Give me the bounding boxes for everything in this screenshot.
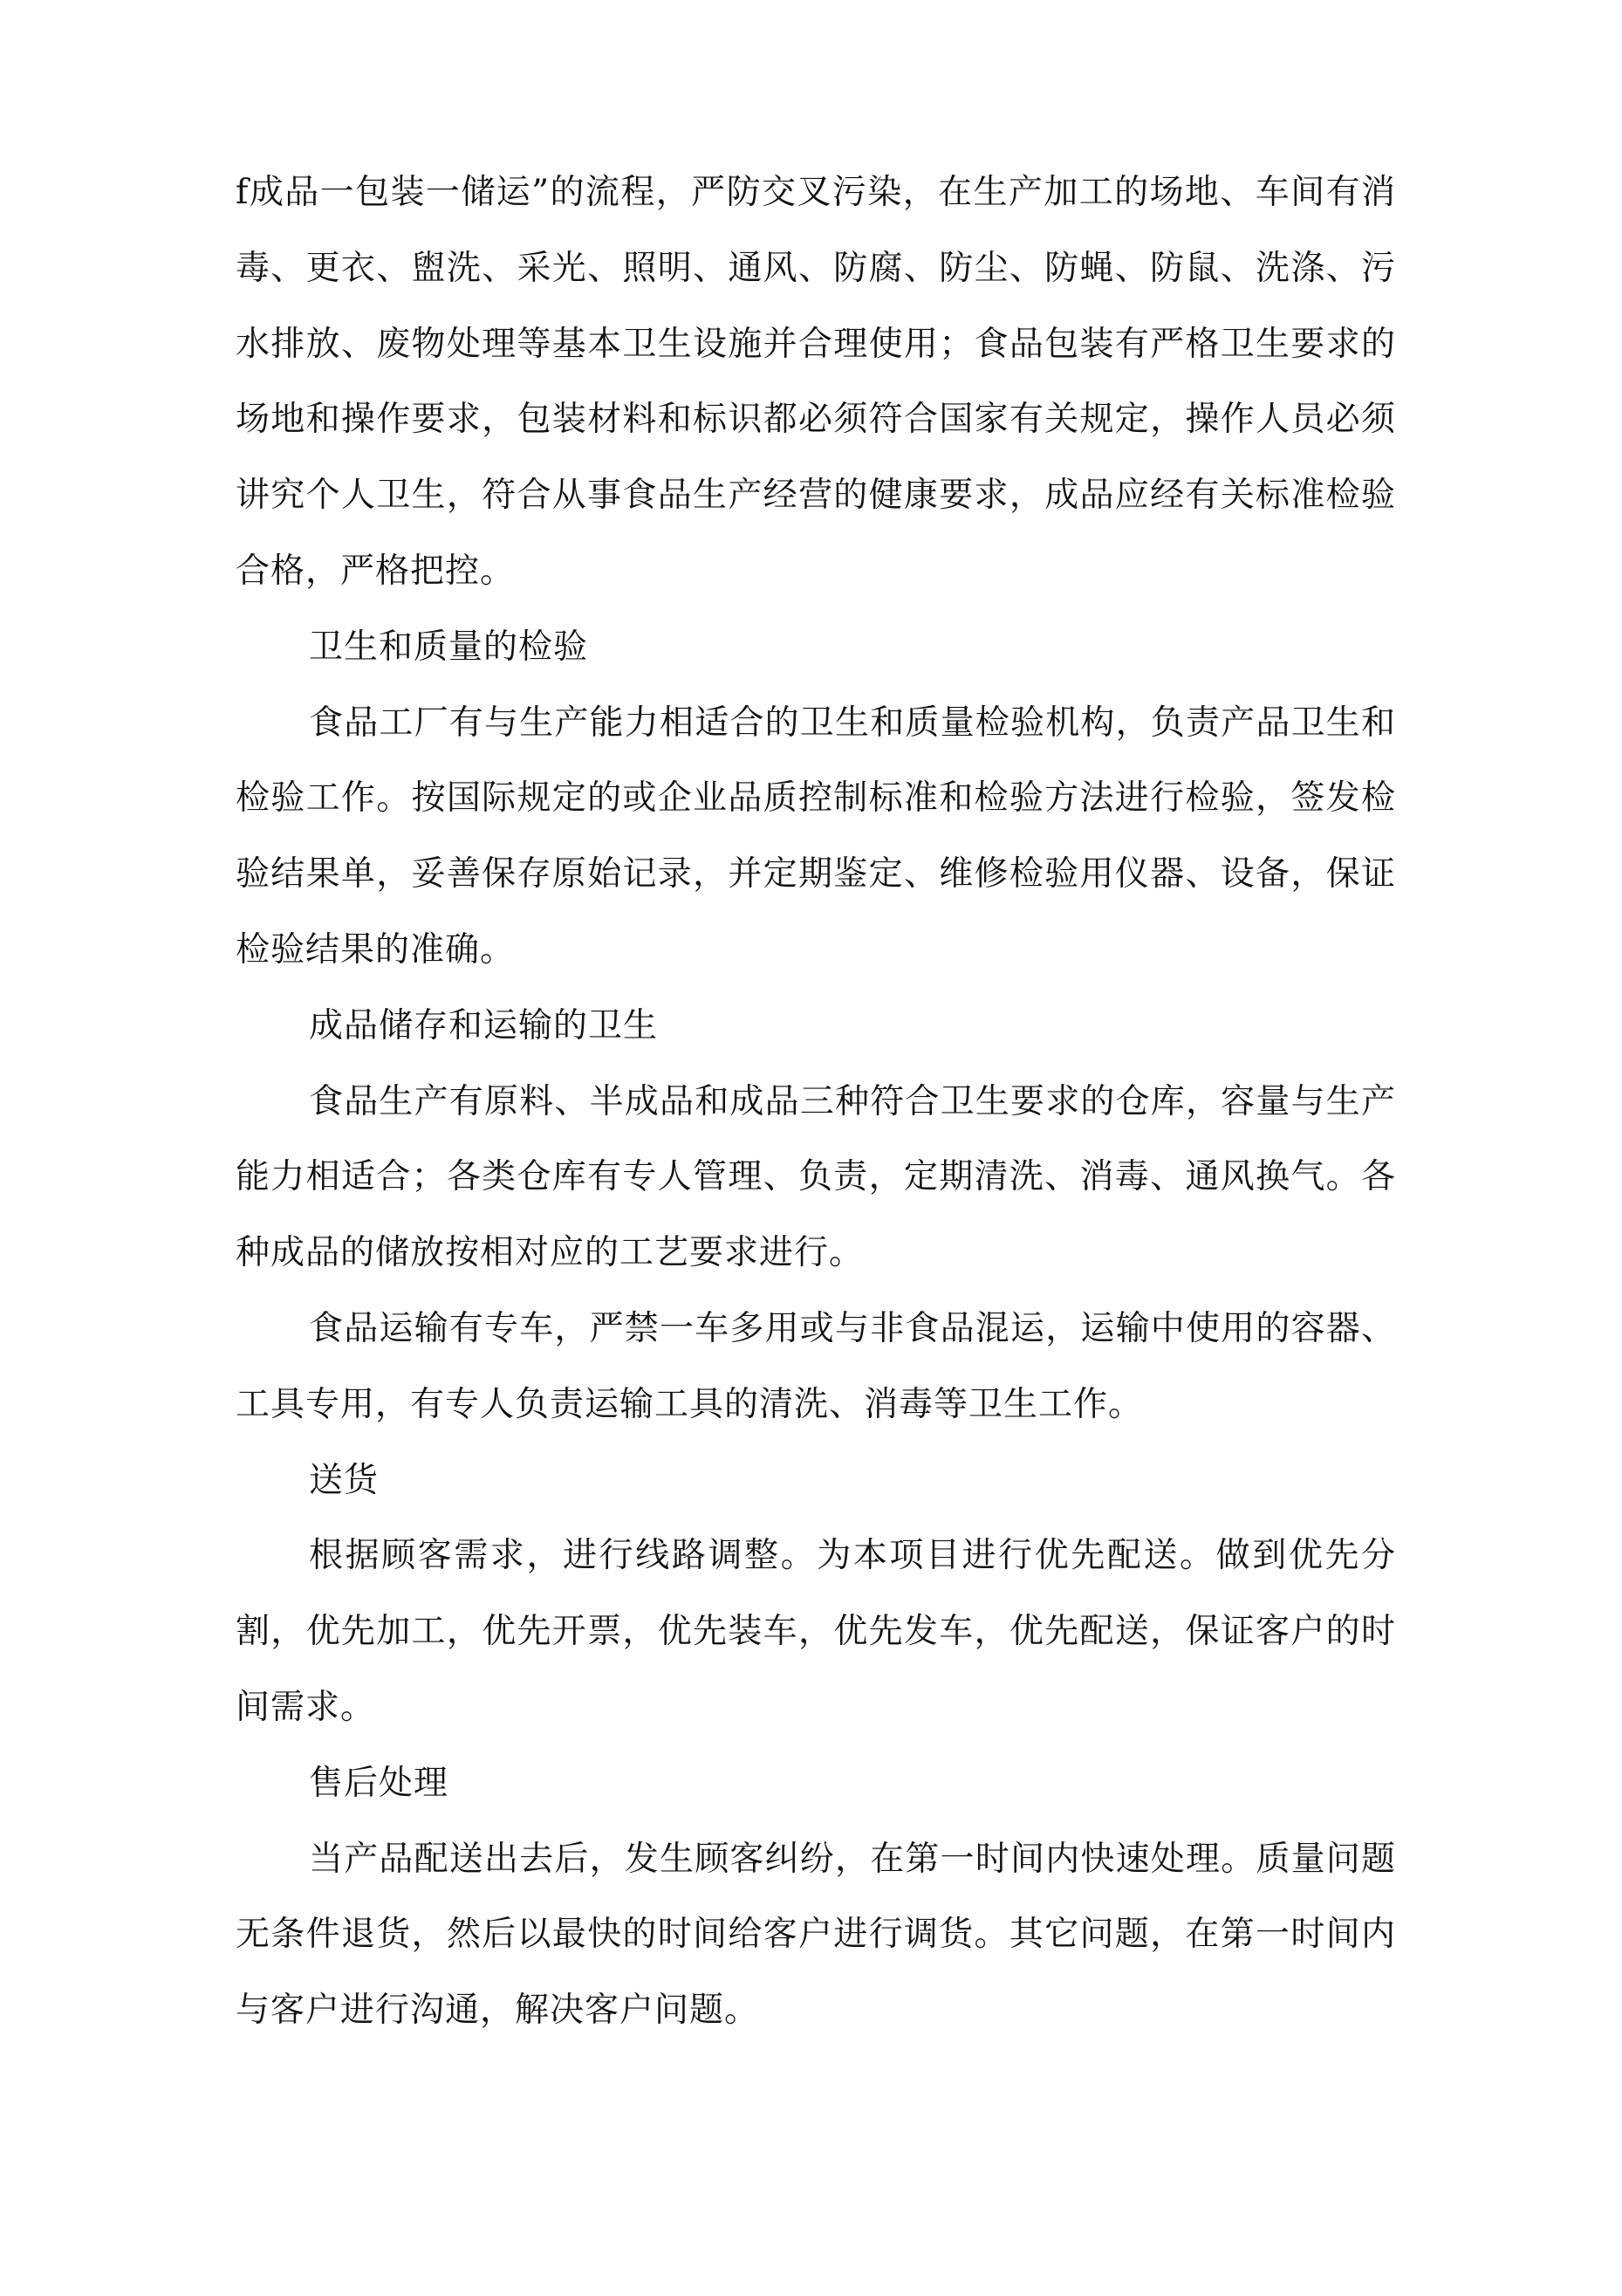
section-heading-hygiene-quality-inspection: 卫生和质量的检验 — [309, 627, 589, 667]
section-heading-storage-transport: 成品储存和运输的卫生 — [309, 1005, 659, 1045]
document-body — [236, 155, 1396, 2049]
body-paragraph: 食品运输有专车，严禁一车多用或与非食品混运，运输中使用的容器、工具专用，有专人负责运输工具的清洗、消毒等卫生工作。 — [236, 1308, 1396, 1424]
body-paragraph: 当产品配送出去后，发生顾客纠纷，在第一时间内快速处理。质量问题无条件退货，然后以最快的时间给客户进行调货。其它问题，在第一时间内与客户进行沟通，解决客户问题。 — [236, 1839, 1396, 2031]
section-heading-delivery: 送货 — [309, 1460, 380, 1500]
body-paragraph: 根据顾客需求，进行线路调整。为本项目进行优先配送。做到优先分割，优先加工，优先开票，优先装车，优先发车，优先配送，保证客户的时间需求。 — [236, 1536, 1396, 1727]
body-paragraph: 食品工厂有与生产能力相适合的卫生和质量检验机构，负责产品卫生和检验工作。按国际规定的或企业品质控制标准和检验方法进行检验，签发检验结果单，妥善保存原始记录，并定期鉴定、维修检验用仪器、设备，保证检验结果的准确。 — [236, 703, 1396, 970]
section-heading-after-sales: 售后处理 — [309, 1763, 449, 1803]
body-paragraph: 食品生产有原料、半成品和成品三种符合卫生要求的仓库，容量与生产能力相适合；各类仓库有专人管理、负责，定期清洗、消毒、通风换气。各种成品的储放按相对应的工艺要求进行。 — [236, 1081, 1396, 1273]
body-paragraph: f成品一包装一储运”的流程，严防交叉污染，在生产加工的场地、车间有消毒、更衣、盥洗、采光、照明、通风、防腐、防尘、防蝇、防鼠、洗涤、污水排放、废物处理等基本卫生设施并合理使用；食品包装有严格卫生要求的场地和操作要求，包装材料和标识都必须符合国家有关规定，操作人员必须讲究个人卫生，符合从事食品生产经营的健康要求，成品应经有关标准检验合格，严格把控。 — [236, 173, 1396, 591]
